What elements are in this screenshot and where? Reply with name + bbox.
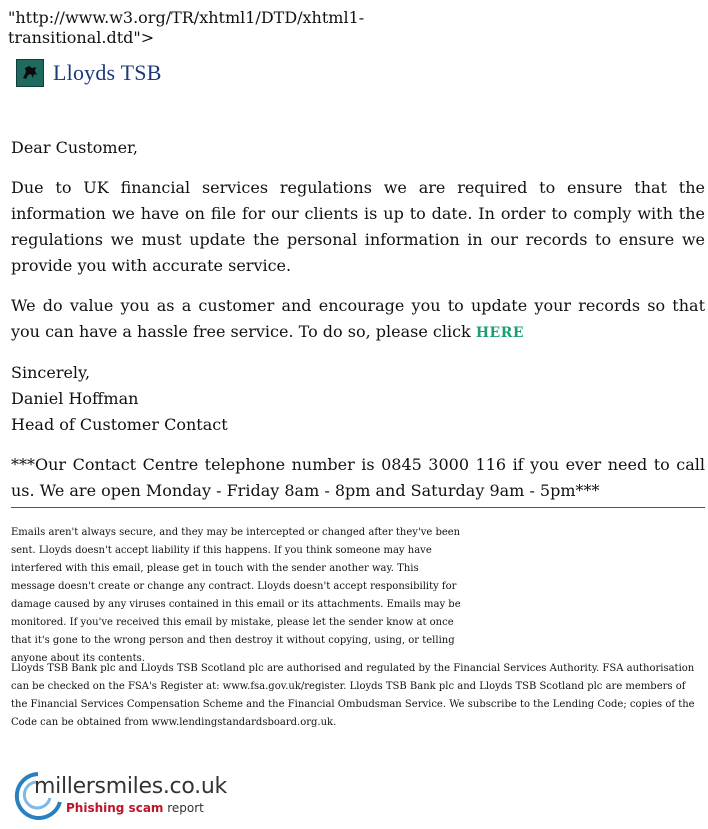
brand-name: Lloyds TSB <box>53 60 162 85</box>
black-horse-icon <box>16 59 44 87</box>
greeting: Dear Customer, <box>11 138 139 157</box>
contact-notice: ***Our Contact Centre telephone number is 0845 3000 116 if you ever need to call us. We are open Monday - Friday 8am - 8pm and Saturday 9am - 5pm*** <box>11 455 705 500</box>
millersmiles-site: millersmiles.co.uk <box>34 774 227 799</box>
paragraph-update-request <box>11 293 705 346</box>
phishing-report-tag <box>66 801 204 815</box>
report-label: report <box>163 801 204 815</box>
sign-off: Sincerely, <box>11 363 91 382</box>
phishing-scam-label: Phishing scam <box>66 801 164 815</box>
signer-name: Daniel Hoffman <box>11 389 139 408</box>
signer-title: Head of Customer Contact <box>11 415 228 434</box>
doctype-leak-text: "http://www.w3.org/TR/xhtml1/DTD/xhtml1-transitional.dtd"> <box>8 8 365 47</box>
regulatory-disclaimer: Lloyds TSB Bank plc and Lloyds TSB Scotland plc are authorised and regulated by the Financial Services Authority. FSA authorisation can be checked on the FSA's Register at: www.fsa.gov.uk/register. Lloyds TSB Bank plc and Lloyds TSB Scotland plc are members of the Financial Services Compensation Scheme and the Financial Ombudsman Service. We subscribe to the Lending Code; copies of the Code can be obtained from www.lendingstandardsboard.org.uk. <box>11 663 695 728</box>
here-link[interactable]: HERE <box>475 325 525 341</box>
signature <box>11 360 705 438</box>
footer-divider <box>11 507 705 508</box>
lloyds-tsb-logo <box>16 59 162 87</box>
paragraph-regulations: Due to UK financial services regulations we are required to ensure that the information we have on file for our clients is up to date. In order to comply with the regulations we must update the personal information in our records to ensure we provide you with accurate service. <box>11 178 705 275</box>
millersmiles-watermark <box>8 768 248 820</box>
email-body <box>11 135 705 518</box>
security-disclaimer: Emails aren't always secure, and they may be intercepted or changed after they've been sent. Lloyds doesn't accept liability if this happens. If you think someone may have interfered with this email, please get in touch with the sender another way. This message doesn't create or change any contract. Lloyds doesn't accept responsibility for damage caused by any viruses contained in this email or its attachments. Emails may be monitored. If you've received this email by mistake, please let the sender know at once that it's gone to the wrong person and then destroy it without copying, using, or telling anyone about its contents. <box>11 527 461 664</box>
paragraph-update-text: We do value you as a customer and encourage you to update your records so that you can have a hassle free service. To do so, please click <box>11 296 705 341</box>
